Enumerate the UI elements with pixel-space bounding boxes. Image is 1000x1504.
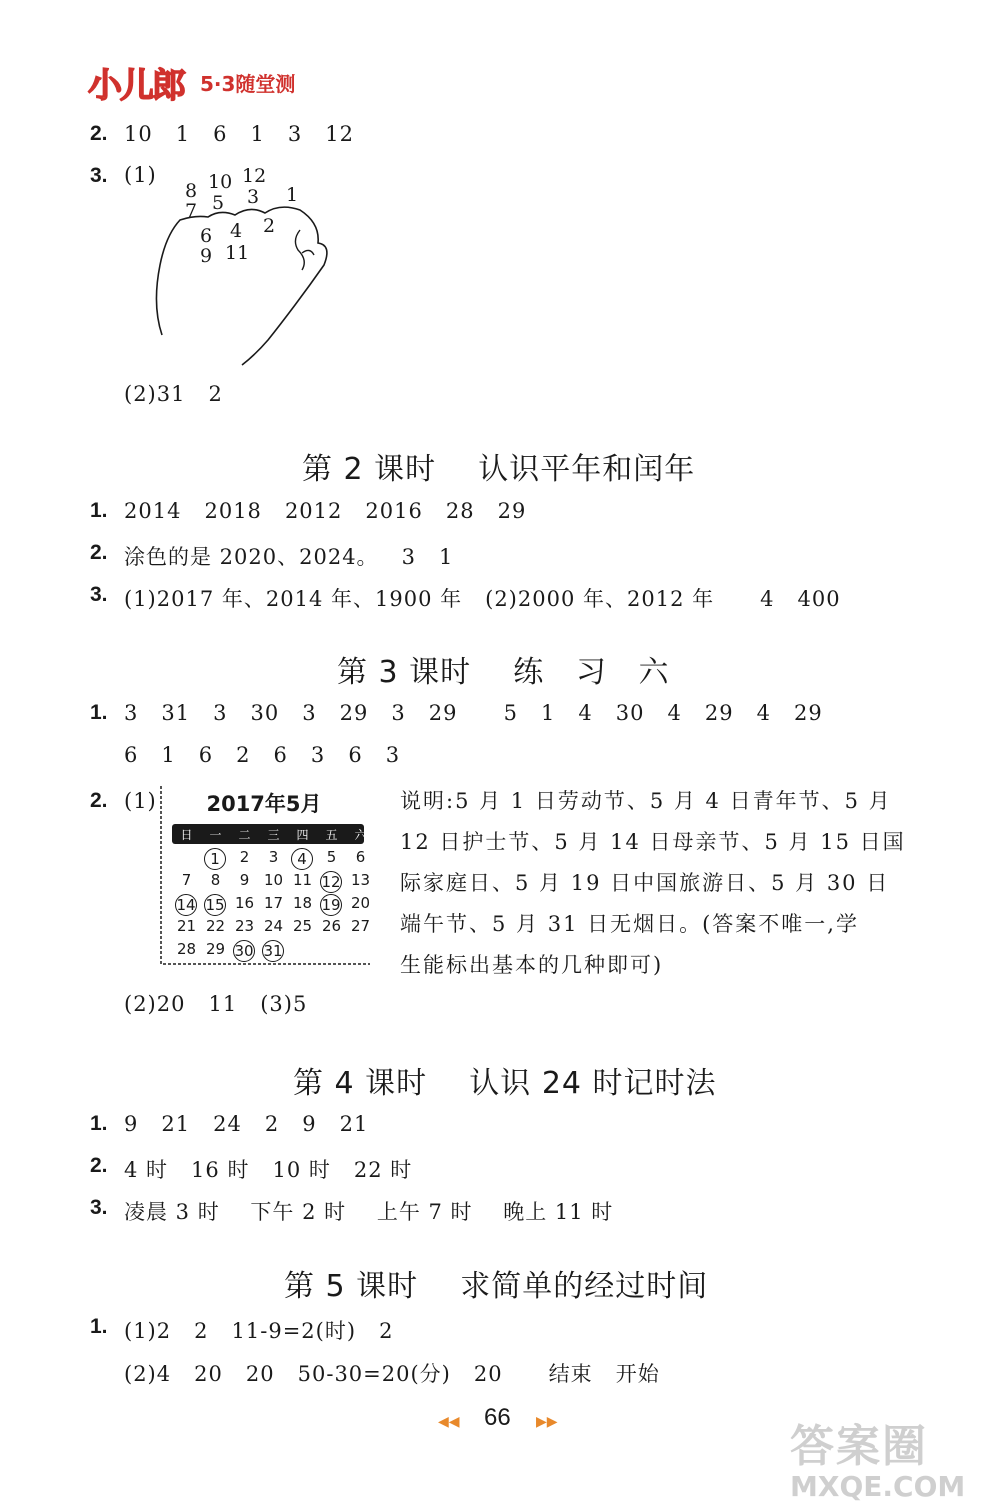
circled-day-marker: 19	[321, 896, 341, 914]
hand-number: 6	[200, 225, 213, 247]
series-name: 5·3随堂测	[200, 72, 296, 96]
may-2017-calendar	[158, 786, 370, 970]
hand-number: 1	[286, 184, 299, 206]
weekday-label: 四	[296, 828, 309, 842]
l3-q1-line2: 6 1 6 2 6 3 6 3	[124, 743, 401, 767]
weekday-label: 日	[180, 828, 193, 842]
weekday-label: 二	[238, 828, 251, 842]
explanation-line: 生能标出基本的几种即可)	[400, 953, 664, 977]
watermark-logo	[790, 1410, 990, 1503]
double-left-arrow-icon: ◀◀	[438, 1413, 460, 1429]
q3-sub1: (1)	[124, 163, 157, 187]
calendar-day: 18	[292, 894, 313, 912]
q2-number: 2.	[90, 122, 108, 145]
l3-q1-line1: 3 31 3 30 3 29 3 29 5 1 4 30 4 29 4 29	[124, 701, 823, 725]
calendar-day: 24	[263, 917, 284, 935]
calendar-day: 9	[239, 871, 250, 889]
weekday-label: 三	[267, 828, 280, 842]
hand-number: 9	[200, 245, 213, 267]
calendar-day: 23	[234, 917, 255, 935]
calendar-day	[259, 940, 288, 962]
explanation-line: 12 日护士节、5 月 14 日母亲节、5 月 15 日国	[400, 830, 906, 854]
hand-number: 11	[225, 242, 250, 264]
l5-q1-line2: (2)4 20 20 50-30=20(分) 20 结束 开始	[124, 1362, 660, 1386]
calendar-day: 6	[355, 848, 366, 866]
lesson4-title: 第 4 课时 认识 24 时记时法	[293, 1066, 717, 1101]
hand-number: 5	[212, 192, 225, 214]
l2-q2-answer: 涂色的是 2020、2024。 3 1	[124, 545, 454, 569]
calendar-day: 11	[292, 871, 313, 889]
calendar-day	[201, 894, 230, 916]
calendar-day	[201, 848, 230, 870]
prev-page-arrows	[438, 1413, 460, 1430]
l4-q3-answer: 凌晨 3 时 下午 2 时 上午 7 时 晚上 11 时	[124, 1200, 614, 1224]
l4-q1-answer: 9 21 24 2 9 21	[124, 1112, 369, 1136]
q3-number: 3.	[90, 164, 108, 187]
l3-q2-sub2: (2)20 11 (3)5	[124, 992, 308, 1016]
calendar-day: 5	[326, 848, 337, 866]
calendar-day: 3	[268, 848, 279, 866]
q2-answer: 10 1 6 1 3 12	[124, 122, 355, 146]
watermark-site: MXQE.COM	[790, 1470, 966, 1503]
l3-q2-number: 2.	[90, 789, 108, 812]
l2-q3-answer: (1)2017 年、2014 年、1900 年 (2)2000 年、2012 年 4 400	[124, 587, 841, 611]
calendar-day: 8	[210, 871, 221, 889]
l4-q3-number: 3.	[90, 1196, 108, 1219]
hand-number: 7	[185, 200, 198, 222]
circled-day-marker: 1	[204, 848, 226, 870]
l3-q1-number: 1.	[90, 701, 108, 724]
calendar-day	[230, 940, 259, 962]
hand-number: 3	[247, 186, 260, 208]
calendar-day: 21	[176, 917, 197, 935]
calendar-grid	[166, 824, 370, 964]
calendar-day: 17	[263, 894, 284, 912]
calendar-day	[317, 871, 346, 893]
l5-q1-number: 1.	[90, 1315, 108, 1338]
calendar-title: 2017年5月	[206, 792, 322, 816]
hand-number: 4	[230, 220, 243, 242]
weekday-label: 六	[354, 828, 367, 842]
calendar-day: 25	[292, 917, 313, 935]
explanation-line: 际家庭日、5 月 19 日中国旅游日、5 月 30 日	[400, 871, 890, 895]
weekday-label: 一	[209, 828, 222, 842]
l4-q2-answer: 4 时 16 时 10 时 22 时	[124, 1158, 413, 1182]
l4-q1-number: 1.	[90, 1112, 108, 1135]
calendar-day: 22	[205, 917, 226, 935]
calendar-day: 16	[234, 894, 255, 912]
circled-day-marker: 4	[291, 848, 313, 870]
calendar-day: 27	[350, 917, 371, 935]
circled-day-marker: 12	[321, 873, 341, 891]
explanation-line: 说明:5 月 1 日劳动节、5 月 4 日青年节、5 月	[400, 789, 892, 813]
l2-q1-number: 1.	[90, 499, 108, 522]
circled-day-marker: 14	[176, 896, 196, 914]
next-page-arrows	[536, 1413, 558, 1430]
watermark-text: 答案圈	[790, 1421, 928, 1472]
q3-sub2: (2)31 2	[124, 382, 223, 406]
lesson5-title: 第 5 课时 求简单的经过时间	[284, 1269, 709, 1304]
calendar-explanation	[400, 785, 906, 990]
l4-q2-number: 2.	[90, 1154, 108, 1177]
circled-day-marker: 15	[205, 896, 225, 914]
hand-number: 10	[208, 171, 233, 193]
hand-number: 8	[185, 180, 198, 202]
calendar-day	[172, 894, 201, 916]
calendar-day: 26	[321, 917, 342, 935]
brand-name: 小儿郎	[88, 66, 184, 106]
circled-day-marker: 31	[263, 942, 283, 960]
explanation-line: 端午节、5 月 31 日无烟日。(答案不唯一,学	[400, 912, 859, 936]
l2-q1-answer: 2014 2018 2012 2016 28 29	[124, 499, 527, 523]
brand-logo	[88, 58, 328, 106]
l2-q3-number: 3.	[90, 583, 108, 606]
calendar-day: 29	[205, 940, 226, 958]
calendar-day	[288, 848, 317, 870]
calendar-day: 2	[239, 848, 250, 866]
lesson2-title: 第 2 课时 认识平年和闰年	[302, 452, 696, 487]
page-number: 66	[484, 1404, 511, 1431]
calendar-day: 20	[350, 894, 371, 912]
calendar-day	[317, 894, 346, 916]
double-right-arrow-icon: ▶▶	[536, 1413, 558, 1429]
fist-knuckle-figure	[150, 165, 350, 370]
calendar-day: 10	[263, 871, 284, 889]
weekday-label: 五	[325, 828, 338, 842]
calendar-day: 7	[181, 871, 192, 889]
hand-number: 12	[242, 165, 267, 187]
l3-q2-sub1: (1)	[124, 789, 157, 813]
lesson3-title: 第 3 课时 练 习 六	[337, 655, 670, 690]
circled-day-marker: 30	[234, 942, 254, 960]
calendar-day: 28	[176, 940, 197, 958]
hand-number: 2	[263, 215, 276, 237]
l5-q1-line1: (1)2 2 11-9=2(时) 2	[124, 1319, 394, 1343]
l2-q2-number: 2.	[90, 541, 108, 564]
calendar-day: 13	[350, 871, 371, 889]
